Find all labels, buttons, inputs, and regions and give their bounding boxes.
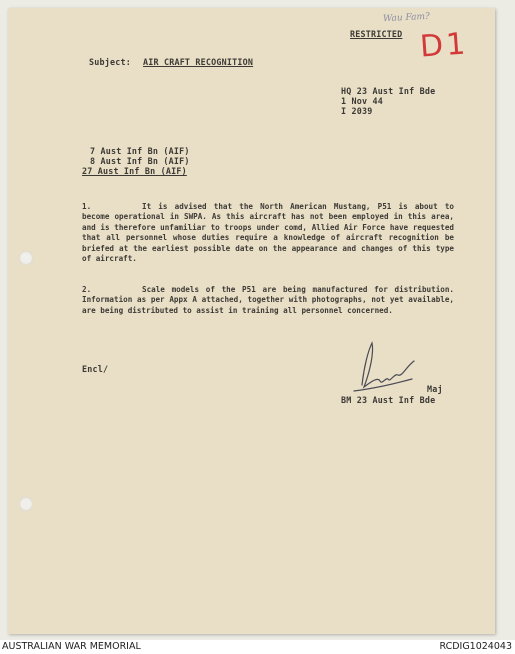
addressee-2: 8 Aust Inf Bn (AIF) xyxy=(90,156,190,166)
hq-line-2: 1 Nov 44 xyxy=(341,96,383,106)
footer-left: AUSTRALIAN WAR MEMORIAL xyxy=(2,641,141,652)
classification-label: RESTRICTED xyxy=(350,29,403,39)
punch-hole-bottom xyxy=(19,497,33,511)
signatory-title: BM 23 Aust Inf Bde xyxy=(341,395,436,405)
paragraph-1-text: It is advised that the North American Mustang, P51 is about to become operational in SWPA. As this aircraft has not been employed in this area, and is therefore unfamiliar to troops under comd, Allied Air Force have requested that all personnel whose duties require a knowledge of aircraft recognition be briefed at the earliest possible date on the appearance and changes of this type of aircraft. xyxy=(82,202,454,264)
signature xyxy=(350,337,430,397)
hq-line-1: HQ 23 Aust Inf Bde xyxy=(341,86,436,96)
addressee-1: 7 Aust Inf Bn (AIF) xyxy=(90,146,190,156)
punch-hole-top xyxy=(19,251,33,265)
signatory-rank: Maj xyxy=(427,384,443,394)
paragraph-1-number: 1. xyxy=(82,202,92,211)
archive-footer xyxy=(0,640,515,654)
addressee-3: 27 Aust Inf Bn (AIF) xyxy=(82,166,187,176)
stamp-d1: D1 xyxy=(418,26,470,65)
subject-title: AIR CRAFT RECOGNITION xyxy=(143,57,254,67)
paragraph-1 xyxy=(82,202,454,264)
enclosure-label: Encl/ xyxy=(82,364,109,374)
hq-line-3: I 2039 xyxy=(341,106,373,116)
handwritten-note: Wau Fam? xyxy=(382,11,431,25)
paragraph-2 xyxy=(82,285,454,316)
document-page xyxy=(8,8,495,634)
subject-label: Subject: xyxy=(89,57,131,67)
paragraph-2-text: Scale models of the P51 are being manufactured for distribution. Information as per Appx A attached, together with photographs, not yet available, are being distributed to assist in training all personnel concerned. xyxy=(82,285,454,315)
footer-right: RCDIG1024043 xyxy=(439,641,512,652)
paragraph-2-number: 2. xyxy=(82,285,92,294)
